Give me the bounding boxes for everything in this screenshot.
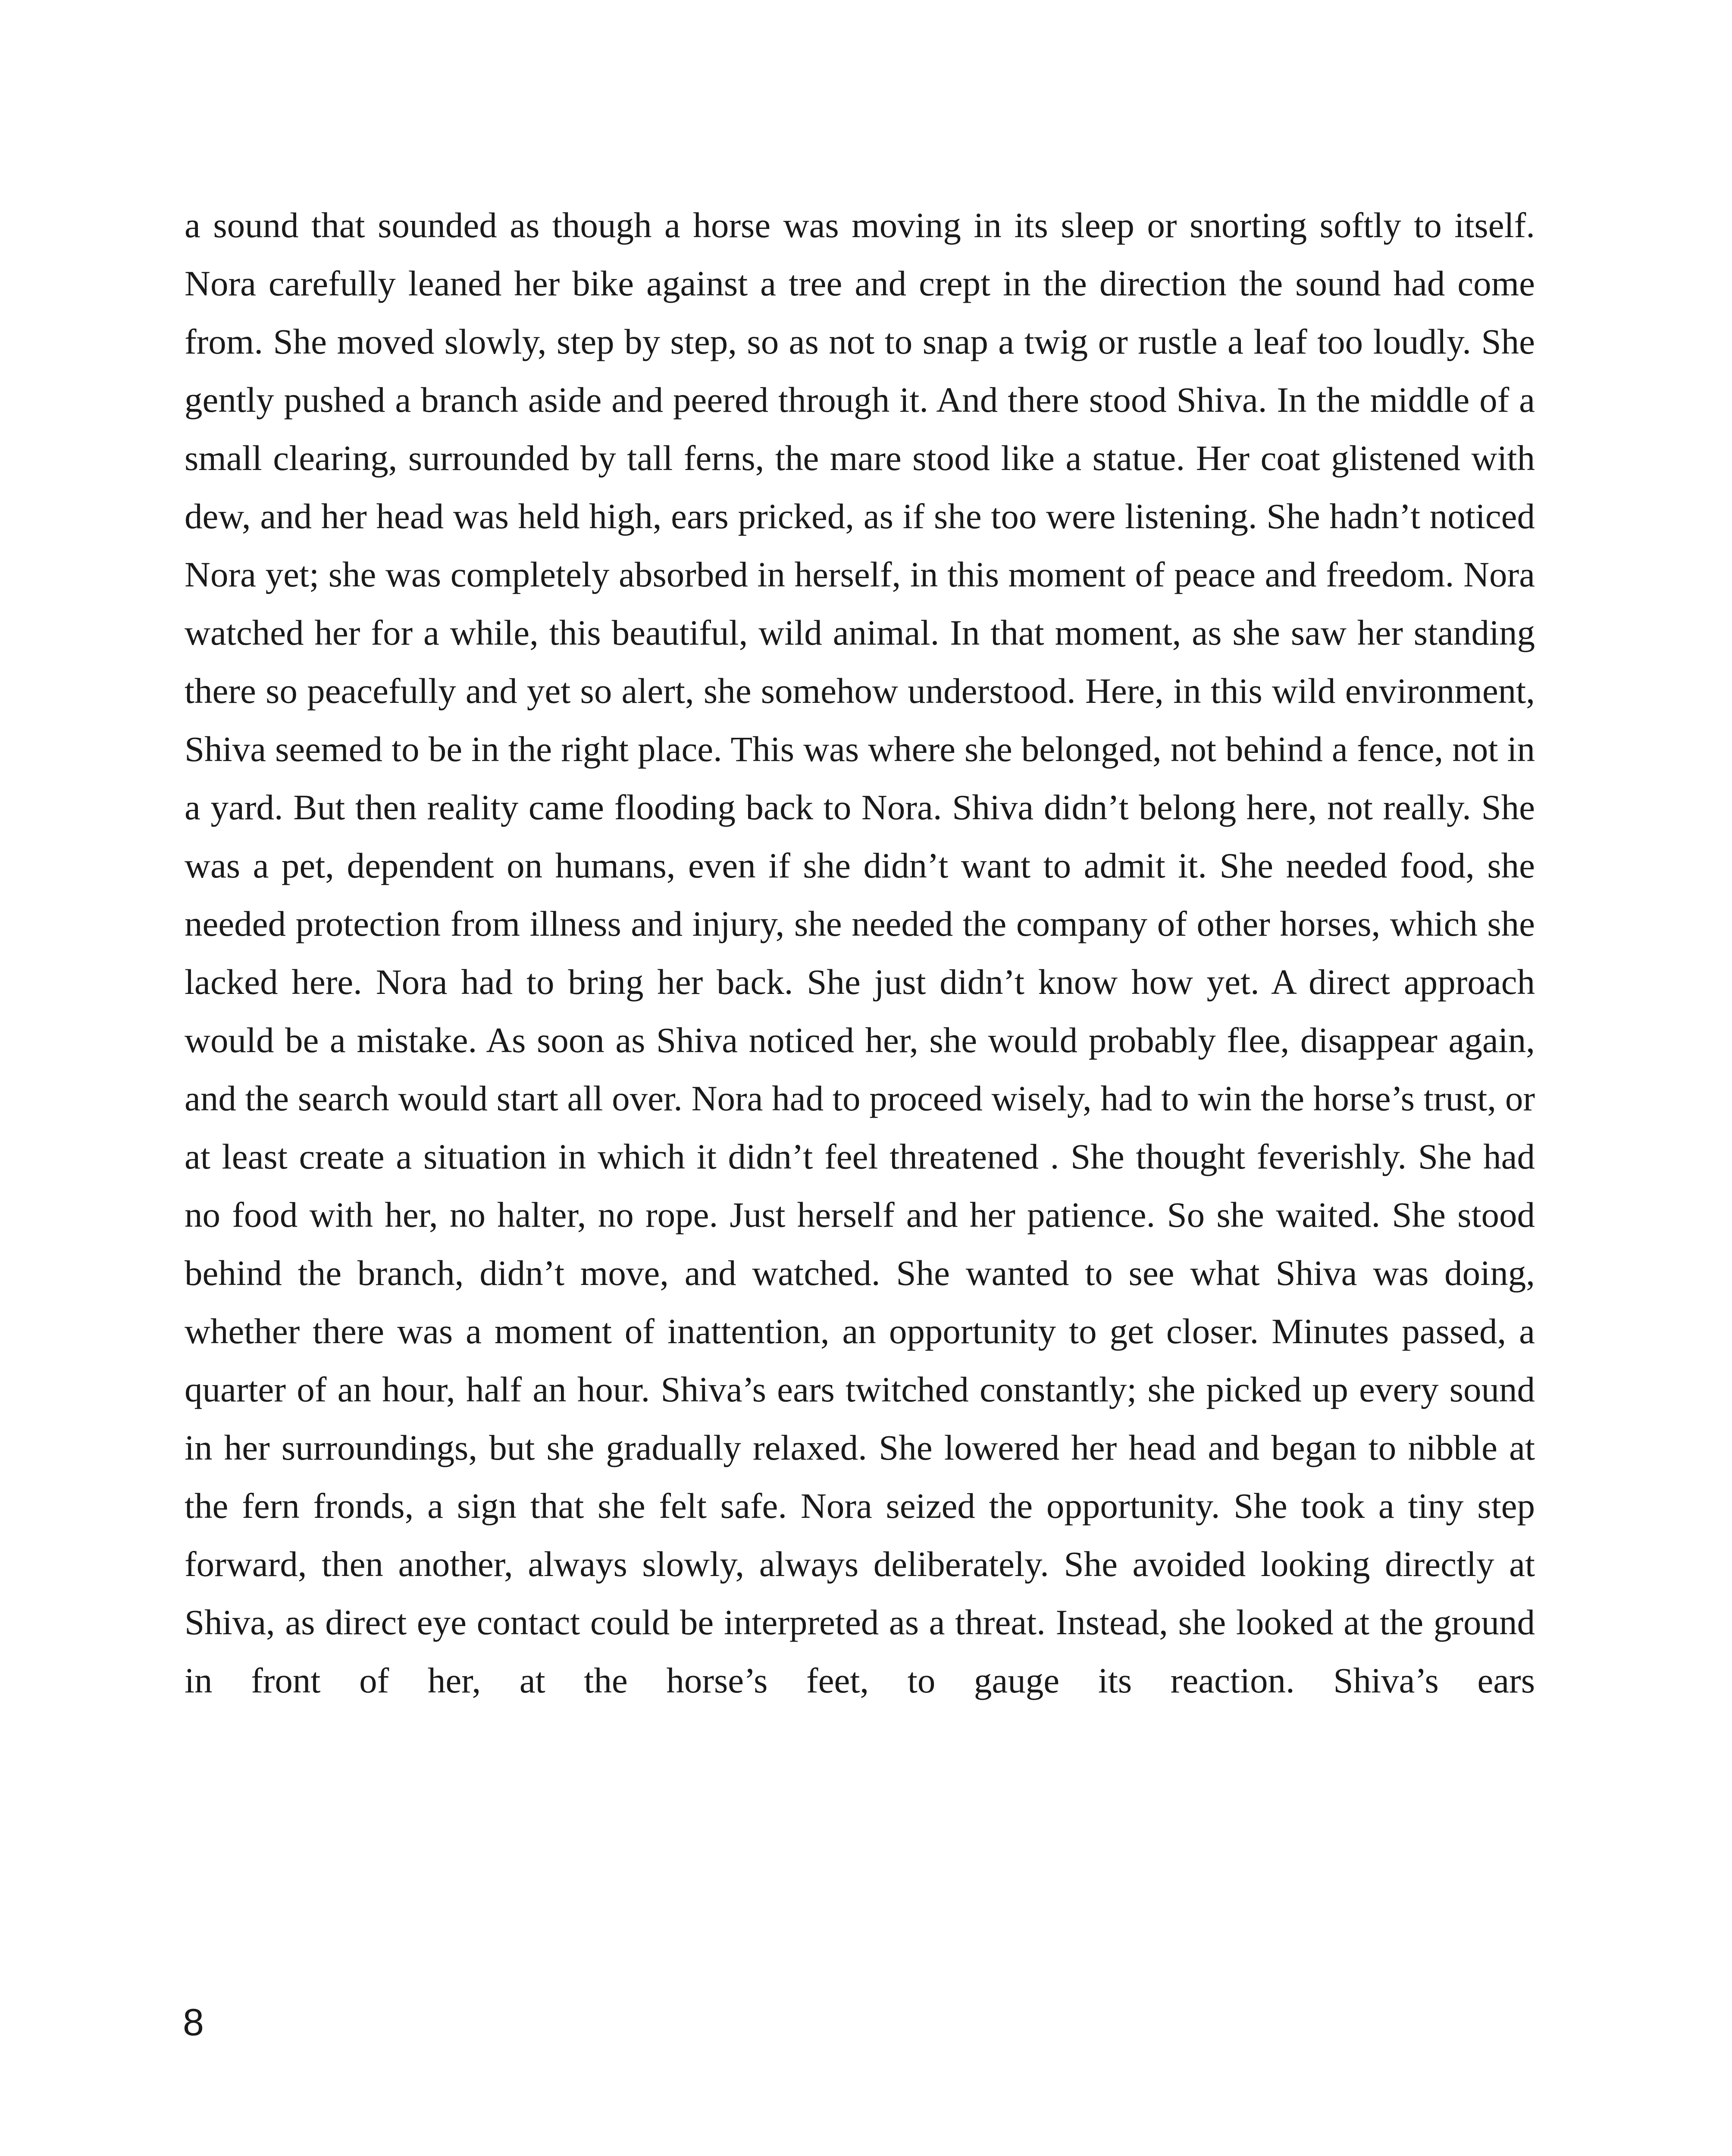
body-paragraph: a sound that sounded as though a horse was moving in its sleep or snorting softly to itself. Nora carefully leaned her bike against a tree and crept in the direction the sound had come from. She moved slowly, step by step, so as not to snap a twig or rustle a leaf too loudly. She gently pushed a branch aside and peered through it. And there stood Shiva. In the middle of a small clearing, surrounded by tall ferns, the mare stood like a statue. Her coat glistened with dew, and her head was held high, ears pricked, as if she too were listening. She hadn’t noticed Nora yet; she was completely absorbed in herself, in this moment of peace and freedom. Nora watched her for a while, this beautiful, wild animal. In that moment, as she saw her standing there so peacefully and yet so alert, she somehow understood. Here, in this wild environment, Shiva seemed to be in the right place. This was where she belonged, not behind a fence, not in a yard. But then reality came flooding back to Nora. Shiva didn’t belong here, not really. She was a pet, dependent on humans, even if she didn’t want to admit it. She needed food, she needed protection from illness and injury, she needed the company of other horses, which she lacked here. Nora had to bring her back. She just didn’t know how yet. A direct approach would be a mistake. As soon as Shiva noticed her, she would probably flee, disappear again, and the search would start all over. Nora had to proceed wisely, had to win the horse’s trust, or at least create a situation in which it didn’t feel threatened . She thought feverishly. She had no food with her, no halter, no rope. Just herself and her patience. So she waited. She stood behind the branch, didn’t move, and watched. She wanted to see what Shiva was doing, whether there was a moment of inattention, an opportunity to get closer. Minutes passed, a quarter of an hour, half an hour. Shiva’s ears twitched constantly; she picked up every sound in her surroundings, but she gradually relaxed. She lowered her head and began to nibble at the fern fronds, a sign that she felt safe. Nora seized the opportunity. She took a tiny step forward, then another, always slowly, always deliberately. She avoided looking directly at Shiva, as direct eye contact could be interpreted as a threat. Instead, she looked at the ground in front of her, at the horse’s feet, to gauge its reaction. Shiva’s ears [185,205,1535,1700]
page-number: 8 [183,2001,204,2043]
